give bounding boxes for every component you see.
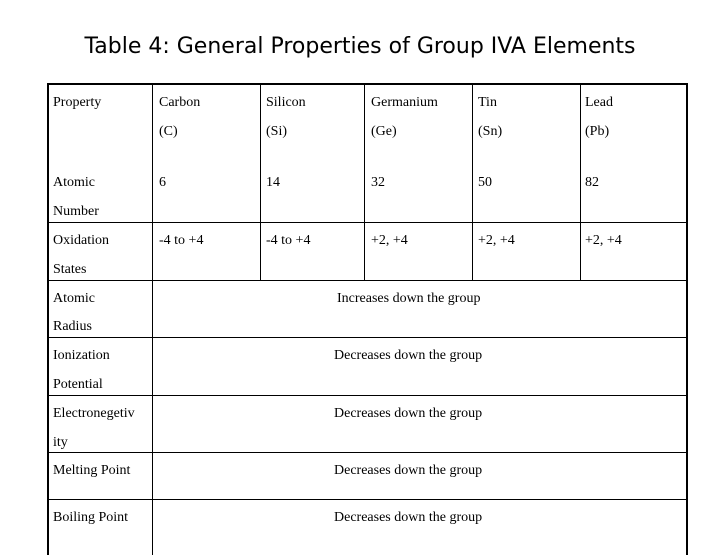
column-divider [472, 85, 473, 280]
column-divider [364, 85, 365, 280]
row-label-oxidation-states: Oxidation [53, 233, 109, 248]
cell-melting-point-trend: Decreases down the group [334, 463, 483, 478]
cell-atomic-number-carbon: 6 [159, 175, 166, 190]
header-lead-name: Lead [585, 95, 613, 110]
header-germanium-symbol: (Ge) [371, 124, 397, 139]
page-title: Table 4: General Properties of Group IVA Elements [84, 34, 636, 59]
header-tin-name: Tin [478, 95, 497, 110]
row-label-atomic-radius: Atomic [53, 291, 95, 306]
cell-boiling-point-trend: Decreases down the group [334, 510, 483, 525]
row-divider [49, 337, 686, 338]
row-divider [49, 452, 686, 453]
row-label-melting-point: Melting Point [53, 463, 131, 478]
cell-atomic-number-silicon: 14 [266, 175, 280, 190]
row-label-electronegativity: Electronegetiv [53, 406, 135, 421]
header-silicon-name: Silicon [266, 95, 306, 110]
cell-atomic-number-germanium: 32 [371, 175, 385, 190]
row-label-atomic-radius-cont: Radius [53, 319, 92, 334]
row-label-electronegativity-cont: ity [53, 435, 68, 450]
cell-oxidation-germanium: +2, +4 [371, 233, 408, 248]
cell-atomic-number-lead: 82 [585, 175, 599, 190]
row-divider [49, 280, 686, 281]
row-label-boiling-point: Boiling Point [53, 510, 129, 525]
row-label-atomic-number-cont: Number [53, 204, 99, 219]
cell-oxidation-silicon: -4 to +4 [266, 233, 311, 248]
cell-atomic-radius-trend: Increases down the group [337, 291, 481, 306]
column-divider [580, 85, 581, 280]
properties-table [47, 83, 688, 555]
cell-ionization-trend: Decreases down the group [334, 348, 483, 363]
cell-oxidation-carbon: -4 to +4 [159, 233, 204, 248]
row-divider [49, 395, 686, 396]
header-germanium-name: Germanium [371, 95, 438, 110]
row-label-ionization-potential: Ionization [53, 348, 110, 363]
row-label-oxidation-states-cont: States [53, 262, 87, 277]
row-divider [49, 499, 686, 500]
column-divider [152, 85, 153, 555]
cell-electronegativity-trend: Decreases down the group [334, 406, 483, 421]
cell-oxidation-tin: +2, +4 [478, 233, 515, 248]
row-label-atomic-number: Atomic [53, 175, 95, 190]
row-divider [49, 222, 686, 223]
header-lead-symbol: (Pb) [585, 124, 610, 139]
header-silicon-symbol: (Si) [266, 124, 287, 139]
cell-atomic-number-tin: 50 [478, 175, 492, 190]
column-divider [260, 85, 261, 280]
row-label-ionization-potential-cont: Potential [53, 377, 103, 392]
header-carbon-name: Carbon [159, 95, 201, 110]
cell-oxidation-lead: +2, +4 [585, 233, 622, 248]
header-tin-symbol: (Sn) [478, 124, 503, 139]
header-carbon-symbol: (C) [159, 124, 178, 139]
header-property: Property [53, 95, 102, 110]
